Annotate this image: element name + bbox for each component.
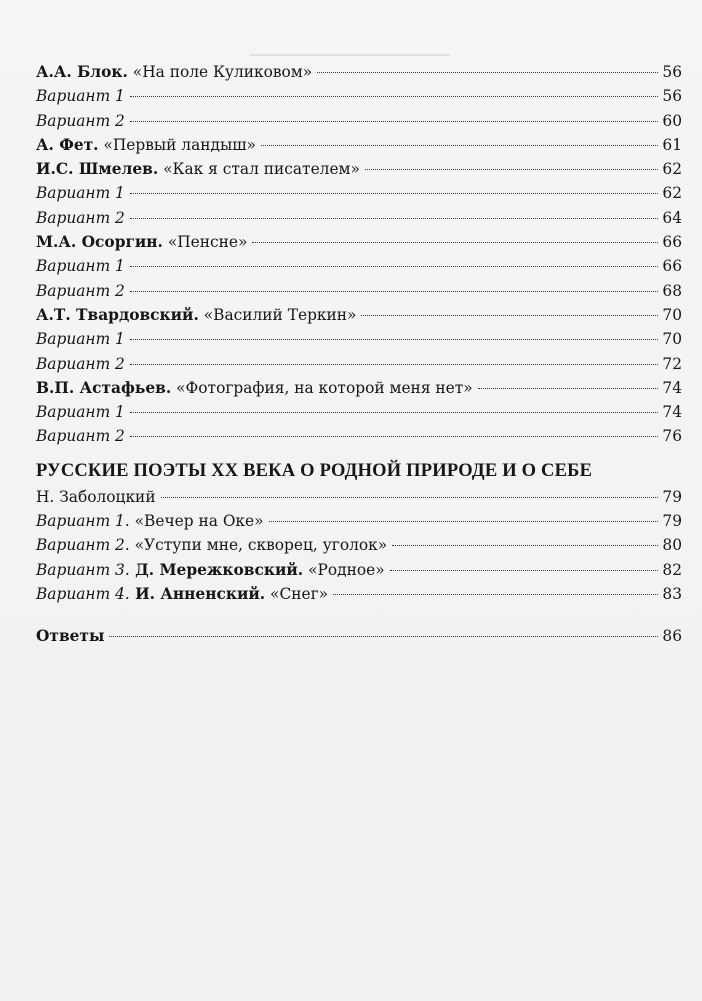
toc-title: «Фотография, на которой меня нет» [171,378,473,397]
toc-list-poets [36,485,682,606]
toc-page-number: 56 [662,87,682,106]
toc-entry[interactable] [36,509,682,533]
toc-variant: Вариант 1. [36,512,130,531]
leader-dots [261,145,658,146]
toc-author: Д. Мережковский. [129,560,304,579]
leader-dots [361,315,658,316]
leader-dots [130,218,659,219]
toc-page-number: 64 [662,208,682,227]
toc-variant: Вариант 1 [36,330,125,349]
toc-page-number: 83 [662,584,682,603]
toc-title: «Василий Теркин» [198,305,357,324]
leader-dots [390,570,659,571]
toc-variant: Вариант 2 [36,111,125,130]
bleed-through-decoration [250,40,450,56]
toc-entry[interactable] [36,84,682,108]
toc-title: «Родное» [303,560,385,579]
toc-author: А.Т. Твардовский. [36,305,199,324]
toc-page-number: 72 [662,354,682,373]
toc-title: «Снег» [265,584,329,603]
toc-page-number: 70 [662,330,682,349]
toc-title: «Уступи мне, скворец, уголок» [129,536,388,555]
toc-title: «Как я стал писателем» [158,160,360,179]
toc-entry[interactable] [36,327,682,351]
toc-page-number: 68 [662,281,682,300]
toc-entry[interactable] [36,533,682,557]
toc-variant: Вариант 1 [36,87,125,106]
toc-author: М.А. Осоргин. [36,233,163,252]
toc-page-number: 86 [662,627,682,646]
toc-title: «Вечер на Оке» [129,512,264,531]
toc-entry[interactable] [36,424,682,448]
toc-entry[interactable] [36,582,682,606]
leader-dots [317,72,658,73]
leader-dots [333,594,658,595]
table-of-contents [36,60,682,649]
toc-page-number: 79 [662,487,682,506]
leader-dots [365,169,658,170]
toc-entry[interactable] [36,181,682,205]
toc-entry[interactable] [36,400,682,424]
toc-answers-label: Ответы [36,627,105,646]
toc-author: А.А. Блок. [36,63,128,81]
toc-entry[interactable] [36,254,682,278]
toc-page-number: 74 [662,378,682,397]
spacer [36,606,682,624]
toc-variant: Вариант 2 [36,208,125,227]
toc-list-authors [36,60,682,449]
toc-page-number: 62 [662,184,682,203]
leader-dots [130,121,659,122]
toc-variant: Вариант 1 [36,403,125,422]
toc-entry[interactable] [36,206,682,230]
toc-page-number: 74 [662,403,682,422]
toc-page-number: 76 [662,427,682,446]
leader-dots [161,497,659,498]
toc-page-number: 56 [662,63,682,81]
toc-page-number: 62 [662,160,682,179]
toc-title: «На поле Куликовом» [127,63,313,81]
toc-entry[interactable] [36,558,682,582]
toc-page-number: 80 [662,536,682,555]
toc-entry[interactable] [36,279,682,303]
toc-variant: Вариант 2 [36,354,125,373]
toc-variant: Вариант 2. [36,536,130,555]
toc-entry[interactable] [36,303,682,327]
leader-dots [130,364,659,365]
leader-dots [130,412,659,413]
toc-author: А. Фет. [36,135,99,154]
leader-dots [130,291,659,292]
toc-page-number: 61 [662,135,682,154]
leader-dots [269,521,659,522]
toc-entry[interactable] [36,133,682,157]
leader-dots [478,388,659,389]
leader-dots [130,96,659,97]
leader-dots [109,636,658,637]
toc-page-number: 70 [662,305,682,324]
toc-page-number: 82 [662,560,682,579]
toc-entry[interactable] [36,230,682,254]
toc-entry[interactable] [36,60,682,84]
leader-dots [252,242,658,243]
leader-dots [130,266,659,267]
leader-dots [130,193,659,194]
toc-variant: Вариант 1 [36,184,125,203]
toc-page-number: 60 [662,111,682,130]
leader-dots [130,436,659,437]
toc-page-number: 79 [662,512,682,531]
toc-author: В.П. Астафьев. [36,378,172,397]
section-heading[interactable]: РУССКИЕ ПОЭТЫ XX ВЕКА О РОДНОЙ ПРИРОДЕ И О СЕБЕ [36,460,593,481]
toc-entry[interactable] [36,109,682,133]
toc-entry[interactable] [36,157,682,181]
toc-title: «Пенсне» [162,233,248,252]
toc-variant: Вариант 4. [36,584,130,603]
toc-entry[interactable] [36,376,682,400]
toc-title: «Первый ландыш» [98,135,256,154]
toc-variant: Вариант 2 [36,281,125,300]
leader-dots [130,339,659,340]
toc-entry[interactable] [36,485,682,509]
toc-page-number: 66 [662,233,682,252]
leader-dots [392,545,658,546]
toc-variant: Вариант 1 [36,257,125,276]
toc-author: И. Анненский. [129,584,266,603]
toc-page-number: 66 [662,257,682,276]
toc-variant: Вариант 3. [36,560,130,579]
toc-author: И.С. Шмелев. [36,160,159,179]
toc-entry[interactable] [36,352,682,376]
toc-author-plain: Н. Заболоцкий [36,487,156,506]
toc-entry-answers[interactable] [36,624,682,648]
toc-variant: Вариант 2 [36,427,125,446]
